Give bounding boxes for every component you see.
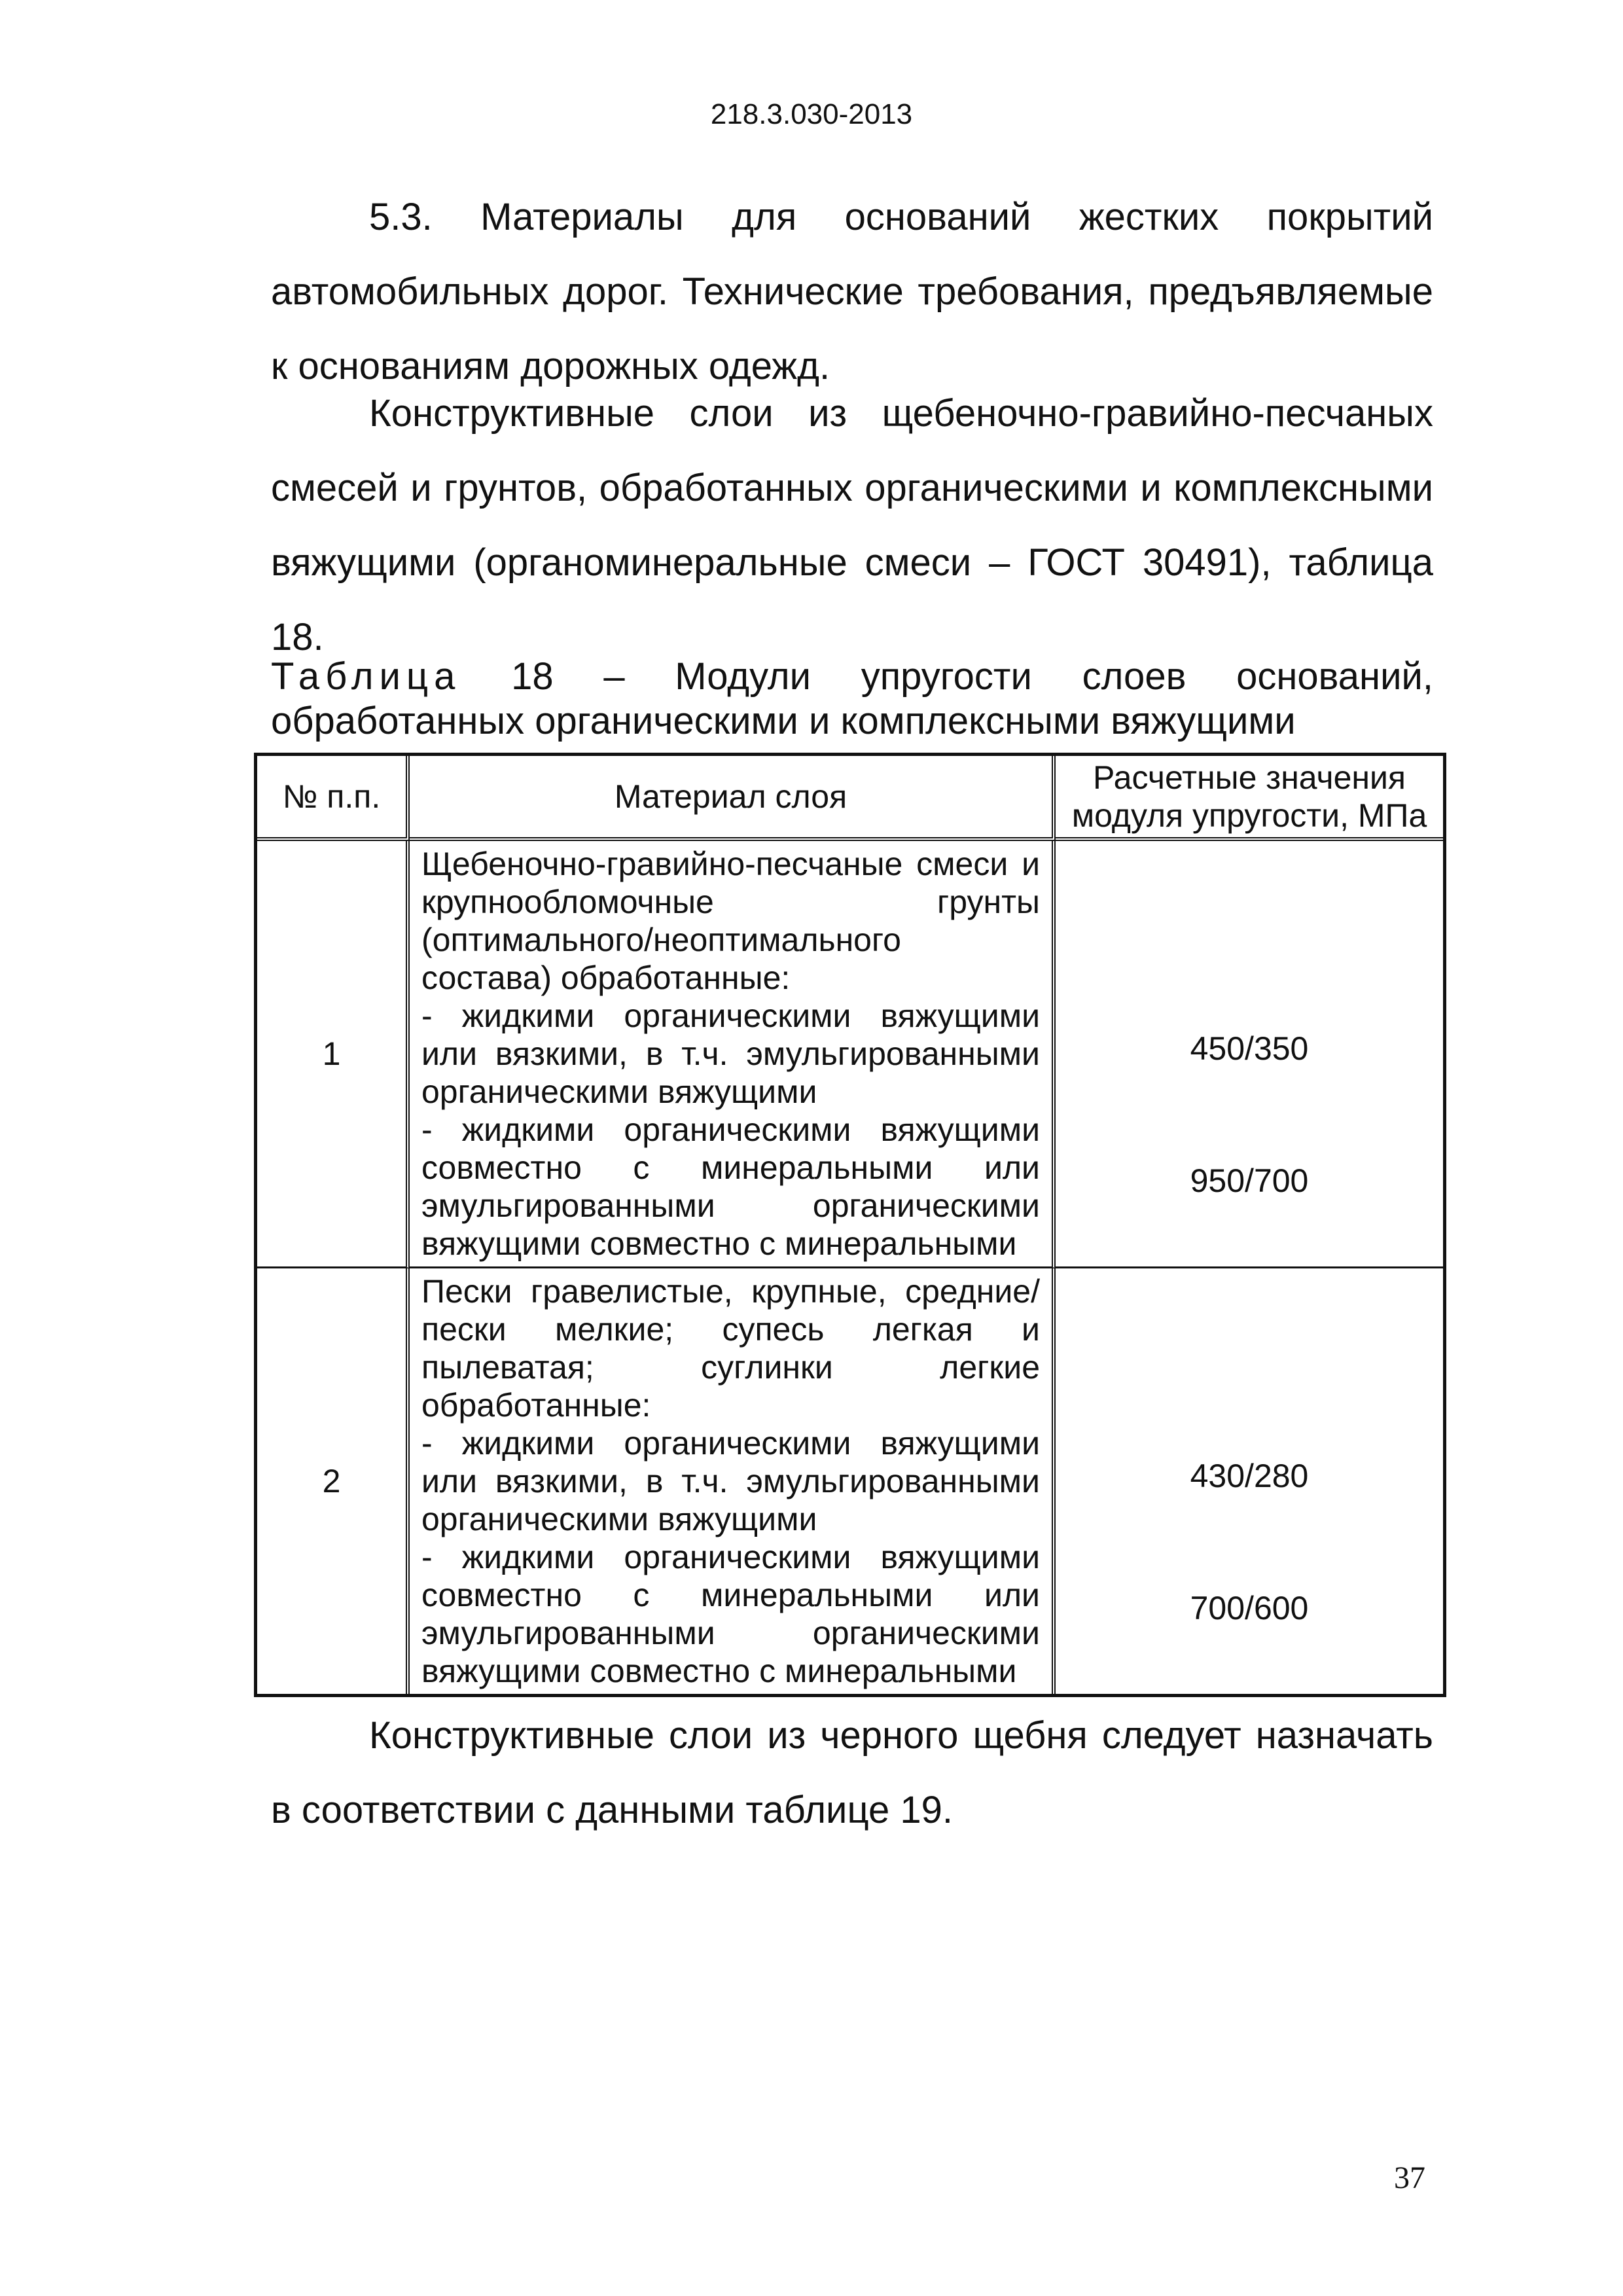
table-caption-text: 18 – Модули упругости слоев оснований, обработанных органическими и комплексными вяжущими <box>271 655 1433 742</box>
row-material <box>410 1268 1056 1694</box>
value-a: 430/280 <box>1190 1458 1309 1494</box>
material-option-a: - жидкими органическими вяжущими или вязкими, в т.ч. эмульгированными органическими вяжущими <box>421 1425 1040 1537</box>
intro-paragraph: Конструктивные слои из щебеночно-гравийно-песчаных смесей и грунтов, обработанных органическими и комплексными вяжущими (органоминеральные смеси – ГОСТ 30491), таблица 18. <box>271 392 1433 658</box>
closing-paragraph: Конструктивные слои из черного щебня следует назначать в соответствии с данными таблице 19. <box>271 1714 1433 1831</box>
header-number: № п.п. <box>257 756 410 841</box>
row-number: 2 <box>257 1268 410 1694</box>
table-row <box>257 841 1443 1268</box>
table-caption-label: Таблица <box>271 655 461 698</box>
document-code: 218.3.030-2013 <box>710 98 913 130</box>
table-header-row <box>257 756 1443 841</box>
table-caption <box>271 655 1433 744</box>
value-b: 950/700 <box>1190 1162 1309 1199</box>
page-number: 37 <box>1394 2161 1425 2195</box>
row-values <box>1056 841 1443 1268</box>
header-material: Материал слоя <box>410 756 1056 841</box>
row-number: 1 <box>257 841 410 1268</box>
material-option-a: - жидкими органическими вяжущими или вязкими, в т.ч. эмульгированными органическими вяжущими <box>421 997 1040 1110</box>
material-intro: Щебеночно-гравийно-песчаные смеси и крупнообломочные грунты (оптимального/неоптимального состава) обработанные: <box>421 846 1040 996</box>
material-intro: Пески гравелистые, крупные, средние/пески мелкие; супесь легкая и пылеватая; суглинки легкие обработанные: <box>421 1273 1040 1424</box>
table-row <box>257 1268 1443 1694</box>
header-values: Расчетные значения модуля упругости, МПа <box>1056 756 1443 841</box>
value-a: 450/350 <box>1190 1030 1309 1067</box>
row-values <box>1056 1268 1443 1694</box>
value-b: 700/600 <box>1190 1590 1309 1626</box>
section-title: 5.3. Материалы для оснований жестких покрытий автомобильных дорог. Технические требования, предъявляемые к основаниям дорожных одежд. <box>271 196 1433 387</box>
row-material <box>410 841 1056 1268</box>
material-option-b: - жидкими органическими вяжущими совместно с минеральными или эмульгированными органическими вяжущими совместно с минеральными <box>421 1111 1040 1262</box>
elasticity-modulus-table <box>254 753 1446 1697</box>
material-option-b: - жидкими органическими вяжущими совместно с минеральными или эмульгированными органическими вяжущими совместно с минеральными <box>421 1539 1040 1689</box>
